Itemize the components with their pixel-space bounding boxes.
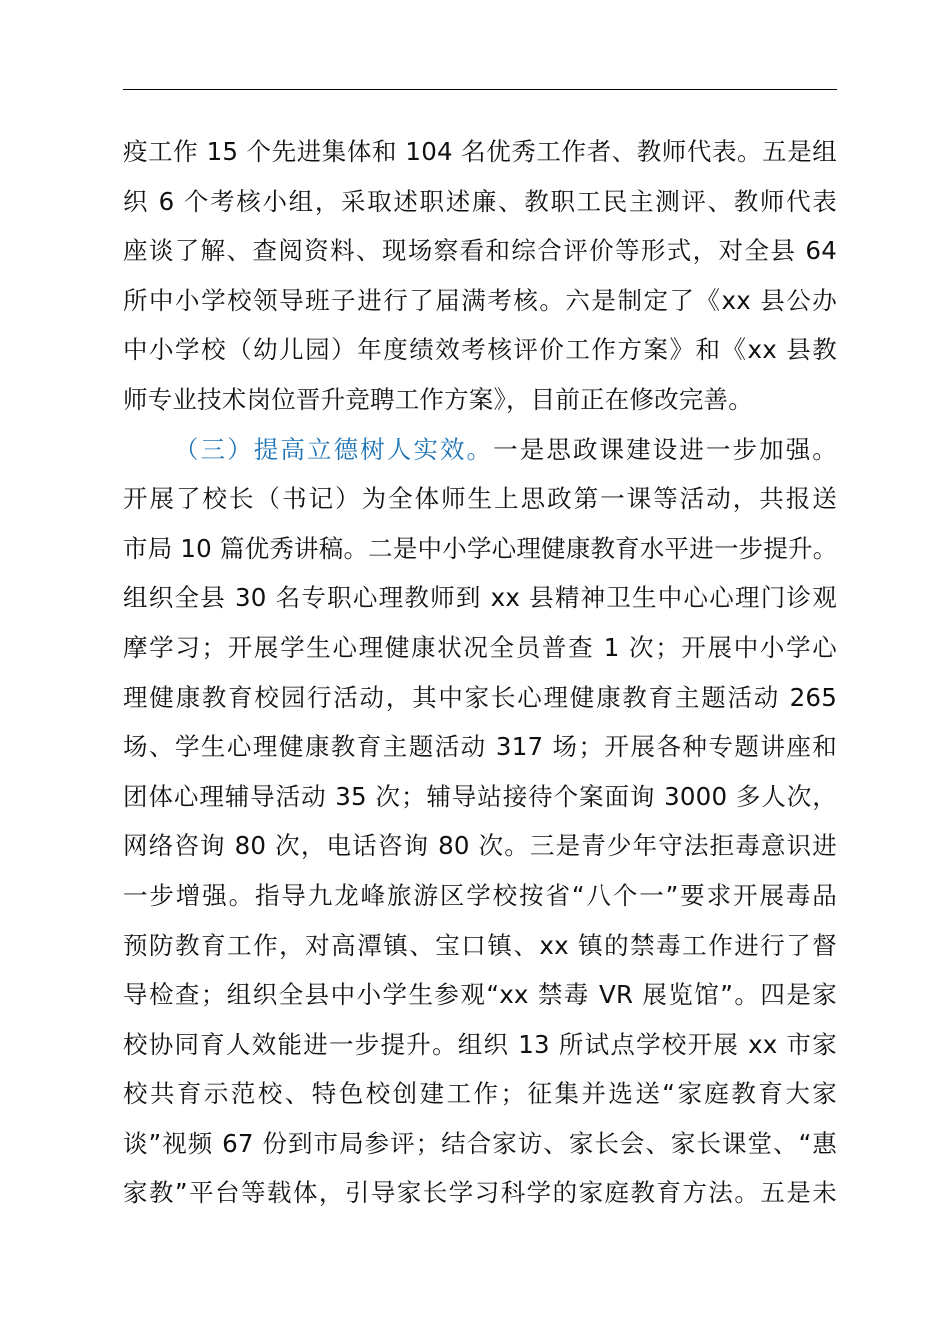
text-line: 开展了校长（书记）为全体师生上思政第一课等活动，共报送 <box>123 484 837 514</box>
text-line: 一步增强。指导九龙峰旅游区学校按省“八个一”要求开展毒品 <box>123 880 837 910</box>
text-line: 谈”视频 67 份到市局参评；结合家访、家长会、家长课堂、“惠 <box>123 1128 837 1158</box>
text-line: 师专业技术岗位晋升竞聘工作方案》，目前正在修改完善。 <box>123 384 753 414</box>
section-first-line <box>123 425 837 475</box>
text-line: 市局 10 篇优秀讲稿。二是中小学心理健康教育水平进一步提升。 <box>123 533 838 563</box>
text-line: 家教”平台等载体，引导家长学习科学的家庭教育方法。五是未 <box>123 1178 837 1208</box>
text-line: 所中小学校领导班子进行了届满考核。六是制定了《xx 县公办 <box>123 285 837 315</box>
text-line: 校共育示范校、特色校创建工作；征集并选送“家庭教育大家 <box>123 1079 837 1109</box>
header-rule <box>123 89 837 90</box>
text-line: 理健康教育校园行活动，其中家长心理健康教育主题活动 265 <box>123 682 837 712</box>
text-line: 团体心理辅导活动 35 次；辅导站接待个案面询 3000 多人次， <box>123 781 837 811</box>
text-line: 组织全县 30 名专职心理教师到 xx 县精神卫生中心心理门诊观 <box>123 583 837 613</box>
text-line: 织 6 个考核小组，采取述职述廉、教职工民主测评、教师代表 <box>123 186 837 216</box>
text-line: 摩学习；开展学生心理健康状况全员普查 1 次；开展中小学心 <box>123 632 837 662</box>
text-line: 网络咨询 80 次，电话咨询 80 次。三是青少年守法拒毒意识进 <box>123 831 837 861</box>
text-line: 校协同育人效能进一步提升。组织 13 所试点学校开展 xx 市家 <box>123 1029 837 1059</box>
text-line: 座谈了解、查阅资料、现场察看和综合评价等形式，对全县 64 <box>123 236 837 266</box>
section-heading: （三）提高立德树人实效。 <box>174 434 494 464</box>
text-line: 中小学校（幼儿园）年度绩效考核评价工作方案》和《xx 县教 <box>123 335 837 365</box>
section-first-line-text: 一是思政课建设进一步加强。 <box>493 434 837 464</box>
text-line: 疫工作 15 个先进集体和 104 名优秀工作者、教师代表。五是组 <box>123 137 837 166</box>
text-line: 导检查；组织全县中小学生参观“xx 禁毒 VR 展览馆”。四是家 <box>123 980 837 1010</box>
body-text <box>123 127 837 1218</box>
text-line: 场、学生心理健康教育主题活动 317 场；开展各种专题讲座和 <box>123 732 837 762</box>
text-line: 预防教育工作，对高潭镇、宝口镇、xx 镇的禁毒工作进行了督 <box>123 930 837 960</box>
